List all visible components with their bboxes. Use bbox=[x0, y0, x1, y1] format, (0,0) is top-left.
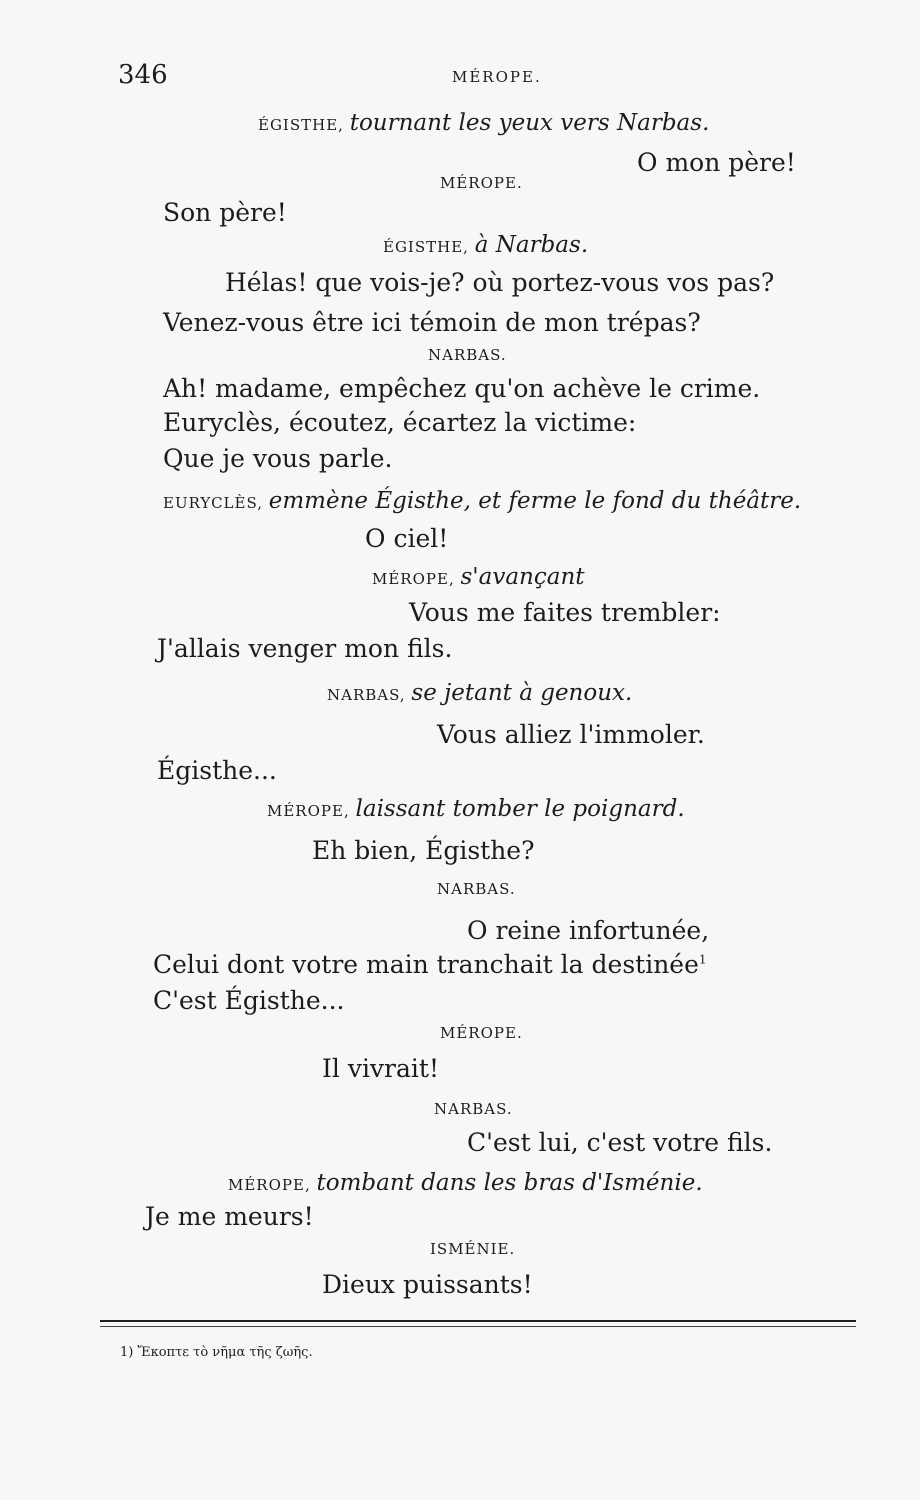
verse-line: Venez-vous être ici témoin de mon trépas? bbox=[163, 308, 701, 337]
verse-line: O mon père! bbox=[637, 148, 796, 177]
speaker-line bbox=[440, 1026, 523, 1041]
footnote-ref: 1 bbox=[698, 952, 707, 967]
speaker-line bbox=[440, 176, 523, 191]
speaker-line bbox=[228, 1172, 703, 1195]
running-title: MÉROPE. bbox=[452, 68, 542, 86]
stage-direction: se jetant à genoux. bbox=[411, 680, 633, 706]
verse-line: Que je vous parle. bbox=[163, 444, 393, 473]
page-number: 346 bbox=[118, 60, 168, 90]
verse-line: Hélas! que vois-je? où portez-vous vos pas? bbox=[225, 268, 775, 297]
speaker-name: NARBAS. bbox=[434, 1100, 513, 1118]
verse-line: Égisthe... bbox=[157, 756, 277, 785]
speaker-line bbox=[383, 234, 588, 257]
verse-text: Celui dont votre main tranchait la destinée bbox=[153, 950, 699, 979]
speaker-name: ÉGISTHE, bbox=[383, 238, 469, 256]
speaker-name: ÉGISTHE, bbox=[258, 116, 344, 134]
speaker-name: NARBAS, bbox=[327, 686, 406, 704]
stage-direction: à Narbas. bbox=[474, 232, 589, 258]
speaker-line bbox=[258, 112, 709, 135]
verse-line: Vous alliez l'immoler. bbox=[437, 720, 705, 749]
footnote-text: Ἔκοπτε τὸ νῆμα τῆς ζωῆς. bbox=[137, 1345, 313, 1360]
speaker-name: MÉROPE. bbox=[440, 1024, 523, 1042]
footnote bbox=[120, 1346, 313, 1359]
speaker-name: MÉROPE. bbox=[440, 174, 523, 192]
speaker-line bbox=[267, 798, 685, 821]
speaker-line bbox=[327, 682, 632, 705]
verse-line: Ah! madame, empêchez qu'on achève le crime. bbox=[163, 374, 761, 403]
speaker-line bbox=[430, 1242, 515, 1257]
footnote-rule-thin bbox=[100, 1326, 856, 1327]
verse-line bbox=[153, 952, 707, 977]
verse-line: C'est lui, c'est votre fils. bbox=[467, 1128, 773, 1157]
stage-direction: s'avançant bbox=[460, 564, 585, 590]
speaker-line bbox=[434, 1102, 513, 1117]
verse-line: Je me meurs! bbox=[145, 1202, 314, 1231]
speaker-name: EURYCLÈS, bbox=[163, 494, 263, 512]
speaker-line bbox=[372, 566, 585, 589]
stage-direction: tombant dans les bras d'Isménie. bbox=[316, 1170, 703, 1196]
verse-line: Euryclès, écoutez, écartez la victime: bbox=[163, 408, 637, 437]
verse-line: O reine infortunée, bbox=[467, 916, 710, 945]
stage-direction: tournant les yeux vers Narbas. bbox=[349, 110, 710, 136]
footnote-marker: 1) bbox=[120, 1345, 134, 1360]
verse-line: Son père! bbox=[163, 198, 287, 227]
speaker-name: MÉROPE, bbox=[267, 802, 350, 820]
speaker-name: NARBAS. bbox=[437, 880, 516, 898]
speaker-name: NARBAS. bbox=[428, 346, 507, 364]
verse-line: O ciel! bbox=[365, 524, 449, 553]
speaker-line bbox=[437, 882, 516, 897]
verse-line: C'est Égisthe... bbox=[153, 986, 345, 1015]
verse-line: Vous me faites trembler: bbox=[409, 598, 721, 627]
speaker-name: MÉROPE, bbox=[228, 1176, 311, 1194]
verse-line: Eh bien, Égisthe? bbox=[312, 836, 535, 865]
verse-line: Dieux puissants! bbox=[322, 1270, 533, 1299]
speaker-line bbox=[428, 348, 507, 363]
speaker-name: MÉROPE, bbox=[372, 570, 455, 588]
speaker-name: ISMÉNIE. bbox=[430, 1240, 516, 1258]
footnote-rule bbox=[100, 1320, 856, 1322]
stage-direction: laissant tomber le poignard. bbox=[355, 796, 685, 822]
verse-line: J'allais venger mon fils. bbox=[157, 634, 453, 663]
verse-line: Il vivrait! bbox=[322, 1054, 440, 1083]
stage-direction: emmène Égisthe, et ferme le fond du théâtre. bbox=[268, 488, 802, 514]
speaker-line bbox=[163, 490, 801, 513]
